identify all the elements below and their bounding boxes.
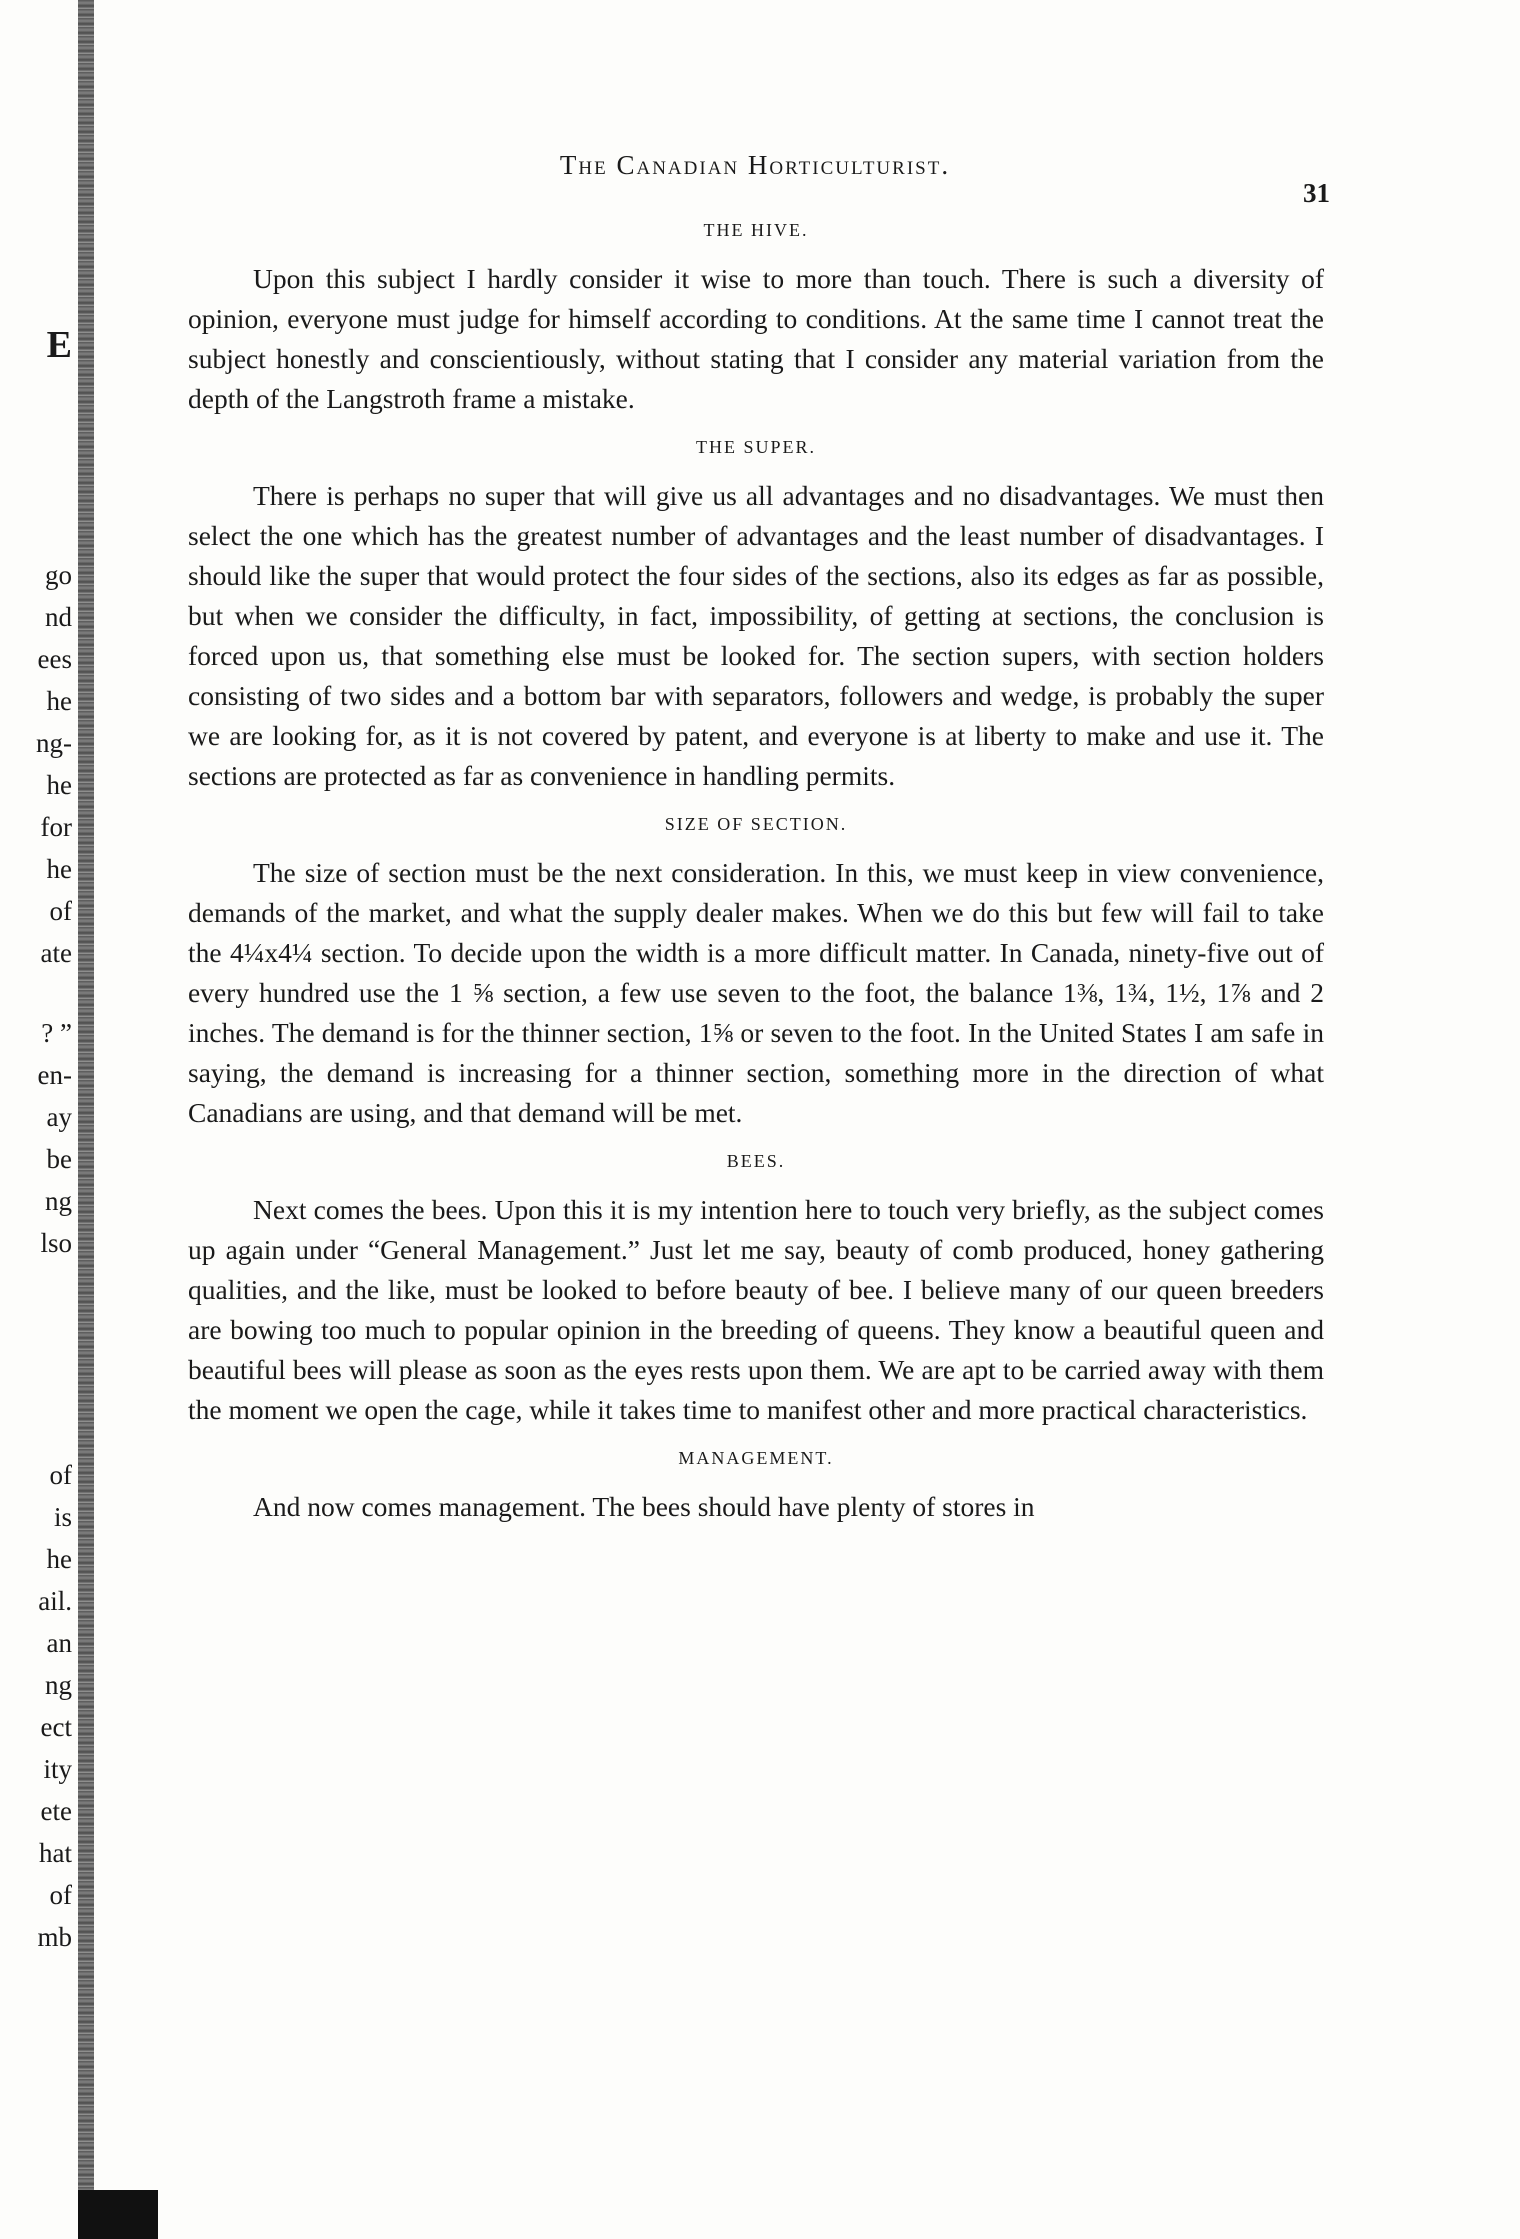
facing-page-fragment: for (40, 812, 72, 842)
page-number: 31 (1303, 178, 1330, 208)
facing-page-fragment: of (49, 1460, 72, 1490)
section-paragraph: Upon this subject I hardly consider it wise to more than touch. There is such a diversity of opinion, everyone must judge for himself according to conditions. At the same time I cannot treat the subject honestly and conscientiously, without stating that I consider any material variation from the depth of the Langstroth frame a mistake. (188, 263, 1324, 414)
facing-page-fragment: mb (37, 1922, 72, 1952)
facing-page-fragment: he (46, 854, 72, 884)
section-paragraph: The size of section must be the next consideration. In this, we must keep in view convenience, demands of the market, and what the supply dealer makes. When we do this but few will fail to take the 4¼x4¼ section. To decide upon the width is a more difficult matter. In Canada, ninety-five out of every hundred use the 1 ⅝ section, a few use seven to the foot, the balance 1⅜, 1¾, 1½, 1⅞ and 2 inches. The demand is for the thinner section, 1⅝ or seven to the foot. In the United States I am safe in saying, the demand is increasing for a thinner section, something more in the direction of what Canadians are using, and that demand will be met. (188, 857, 1324, 1128)
facing-page-fragment: ng- (36, 728, 72, 758)
section-paragraph: Next comes the bees. Upon this it is my intention here to touch very briefly, as the subject comes up again under “General Management.” Just let me say, beauty of comb produced, honey gathering qualities, and the like, must be looked to before beauty of bee. I believe many of our queen breeders are bowing too much to popular opinion in the breeding of queens. They know a beautiful queen and beautiful bees will please as soon as the eyes rests upon them. We are apt to be carried away with them the moment we open the cage, while it takes time to manifest other and more practical characteristics. (188, 1194, 1324, 1425)
section-heading: BEES. (726, 1151, 786, 1171)
facing-page-fragment: ng (45, 1186, 72, 1216)
facing-page-fragment: ity (43, 1754, 72, 1784)
facing-page-fragment: ail. (38, 1586, 72, 1616)
facing-page-fragment: ect (40, 1712, 72, 1742)
section-heading: THE SUPER. (695, 437, 816, 457)
running-title: The Canadian Horticulturist. (559, 150, 951, 180)
facing-page-fragment: an (46, 1628, 72, 1658)
page-header (180, 150, 1330, 210)
facing-page-fragment: ate (40, 938, 72, 968)
facing-page-fragment: ng (45, 1670, 72, 1700)
section-heading: THE HIVE. (703, 220, 809, 240)
facing-page-fragment: of (49, 1880, 72, 1910)
facing-page-fragment: E (46, 324, 72, 366)
facing-page-fragment: ay (46, 1102, 72, 1132)
facing-page-fragment: he (46, 1544, 72, 1574)
section-paragraph: And now comes management. The bees should have plenty of stores in (253, 1491, 1035, 1522)
binding-gutter (78, 0, 94, 2239)
facing-page-fragment: is (53, 1502, 72, 1532)
facing-page-margin (0, 0, 78, 2239)
section-heading: MANAGEMENT. (678, 1448, 834, 1468)
section-paragraph: There is perhaps no super that will give us all advantages and no disadvantages. We must then select the one which has the greatest number of advantages and the least number of disadvantages. I should like the super that would protect the four sides of the sections, also its edges as far as possible, but when we consider the difficulty, in fact, impossibility, of getting at sections, the conclusion is forced upon us, that something else must be looked for. The section supers, with section holders consisting of two sides and a bottom bar with separators, followers and wedge, is probably the super we are looking for, as it is not covered by patent, and everyone is at liberty to make and use it. The sections are protected as far as convenience in handling permits. (188, 480, 1324, 791)
facing-page-fragment: of (49, 896, 72, 926)
article-body (188, 220, 1324, 1527)
section-heading: SIZE OF SECTION. (664, 814, 848, 834)
facing-page-fragment: lso (40, 1228, 72, 1258)
facing-page-fragment: en- (37, 1060, 72, 1090)
facing-page-fragment: he (46, 686, 72, 716)
facing-page-fragment: ees (37, 644, 72, 674)
facing-page-fragment: ? ” (41, 1018, 72, 1048)
facing-page-fragment: be (46, 1144, 72, 1174)
facing-page-fragment: he (46, 770, 72, 800)
facing-page-fragment: go (45, 560, 72, 590)
facing-page-fragment: hat (39, 1838, 72, 1868)
facing-page-fragment: nd (45, 602, 72, 632)
binding-gutter-foot (78, 2190, 158, 2239)
facing-page-fragment: ete (40, 1796, 72, 1826)
